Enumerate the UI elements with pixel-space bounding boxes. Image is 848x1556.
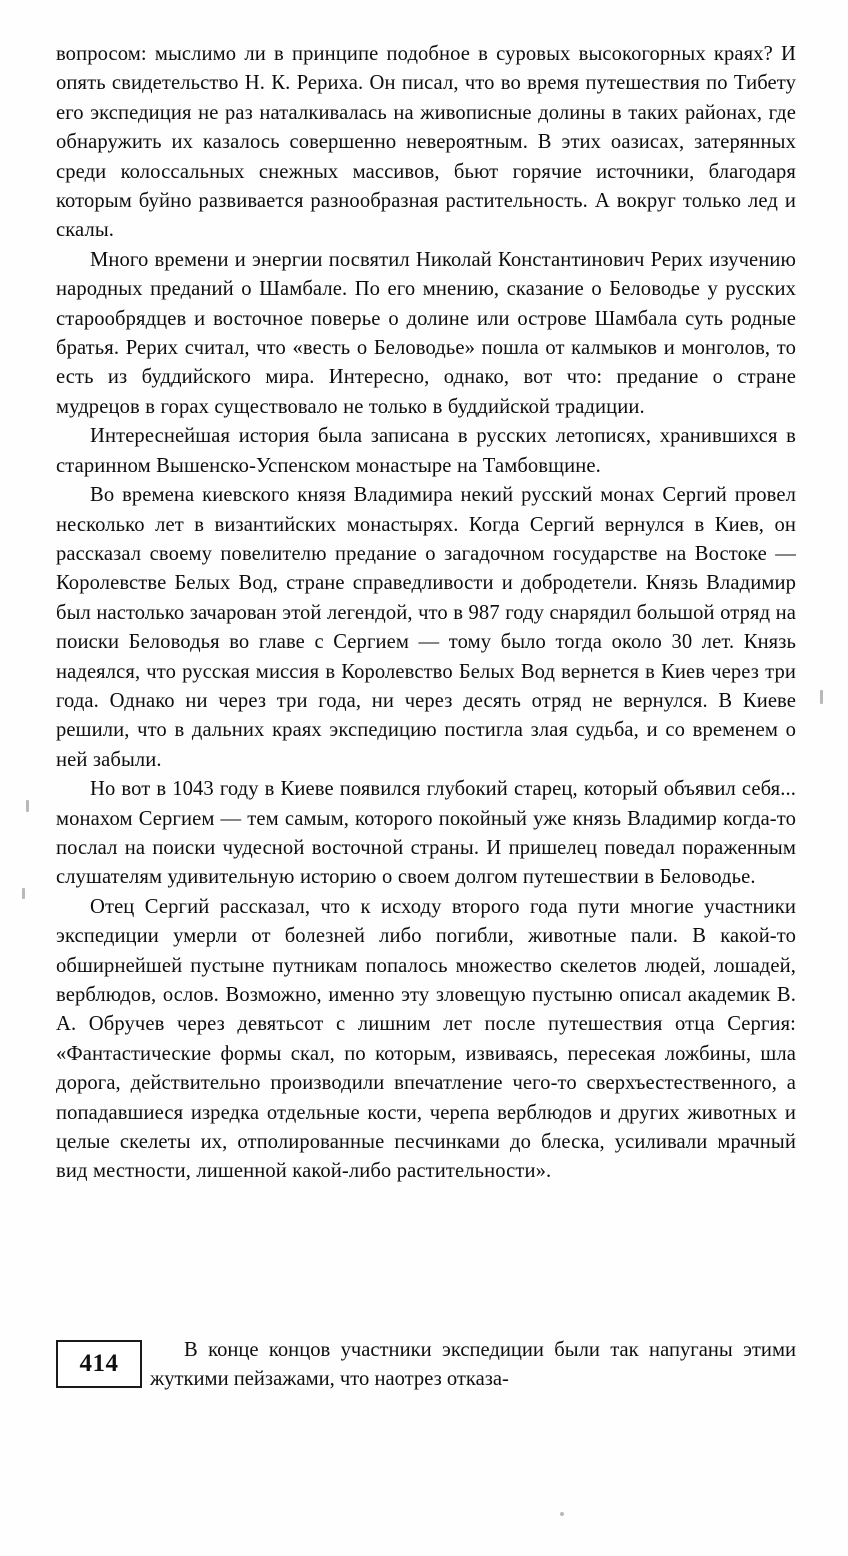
paragraph: Много времени и энергии посвятил Николай Константинович Рерих изучению народных преданий о Шамбале. По его мнению, сказание о Беловодье у русских старообрядцев и восточное поверье о долине или острове Шамбала суть родные братья. Рерих считал, что «весть о Беловодье» пошла от калмыков и монголов, то есть из буддийского мира. Интересно, однако, вот что: предание о стране мудрецов в горах существовало не только в буддийской традиции. xyxy=(56,248,796,418)
scan-speck xyxy=(560,1512,564,1516)
scan-speck xyxy=(22,888,25,899)
final-paragraph-block xyxy=(150,1336,796,1395)
scan-speck xyxy=(820,690,823,704)
paragraph: Но вот в 1043 году в Киеве появился глубокий старец, который объявил себя... монахом Сергием — тем самым, которого покойный уже князь Владимир когда-то послал на поиски чудесной восточной страны. И пришелец поведал пораженным слушателям удивительную историю о своем долгом путешествии в Беловодье. xyxy=(56,778,796,889)
page-number: 414 xyxy=(79,1350,119,1377)
text-column xyxy=(56,40,796,1187)
paragraph: Отец Сергий рассказал, что к исходу второго года пути многие участники экспедиции умерли от болезней либо погибли, животные пали. В какой-то обширнейшей пустыне путникам попалось множество скелетов людей, лошадей, верблюдов, ослов. Возможно, именно эту зловещую пустыню описал академик В. А. Обручев через девятьсот с лишним лет после путешествия отца Сергия: «Фантастические формы скал, по которым, извиваясь, пересекая ложбины, шла дорога, действительно производили впечатление чего-то сверхъестественного, а попадавшиеся изредка отдельные кости, черепа верблюдов и других животных и целые скелеты их, отполированные песчинками до блеска, усиливали мрачный вид местности, лишенной какой-либо растительности». xyxy=(56,895,796,1183)
page-number-box xyxy=(56,1340,142,1388)
scan-speck xyxy=(26,800,29,812)
paragraph: Интереснейшая история была записана в русских летописях, хранившихся в старинном Вышенско-Успенском монастыре на Тамбовщине. xyxy=(56,425,796,477)
paragraph: В конце концов участники экспедиции были так напуганы этими жуткими пейзажами, что наотрез отказа- xyxy=(150,1339,796,1391)
paragraph: Во времена киевского князя Владимира некий русский монах Сергий провел несколько лет в византийских монастырях. Когда Сергий вернулся в Киев, он рассказал своему повелителю предание о загадочном государстве на Востоке — Королевстве Белых Вод, стране справедливости и добродетели. Князь Владимир был настолько зачарован этой легендой, что в 987 году снарядил большой отряд на поиски Беловодья во главе с Сергием — тому было тогда около 30 лет. Князь надеялся, что русская миссия в Королевство Белых Вод вернется в Киев через три года. Однако ни через три года, ни через десять отряд не вернулся. В Киеве решили, что в дальних краях экспедицию постигла злая судьба, и со временем о ней забыли. xyxy=(56,484,796,771)
paragraph: вопросом: мыслимо ли в принципе подобное в суровых высокогорных краях? И опять свидетельство Н. К. Рериха. Он писал, что во время путешествия по Тибету его экспедиция не раз наталкивалась на живописные долины в таких районах, где обнаружить их казалось совершенно невероятным. В этих оазисах, затерянных среди колоссальных снежных массивов, бьют горячие источники, благодаря которым буйно развивается разнообразная растительность. А вокруг только лед и скалы. xyxy=(56,43,796,242)
